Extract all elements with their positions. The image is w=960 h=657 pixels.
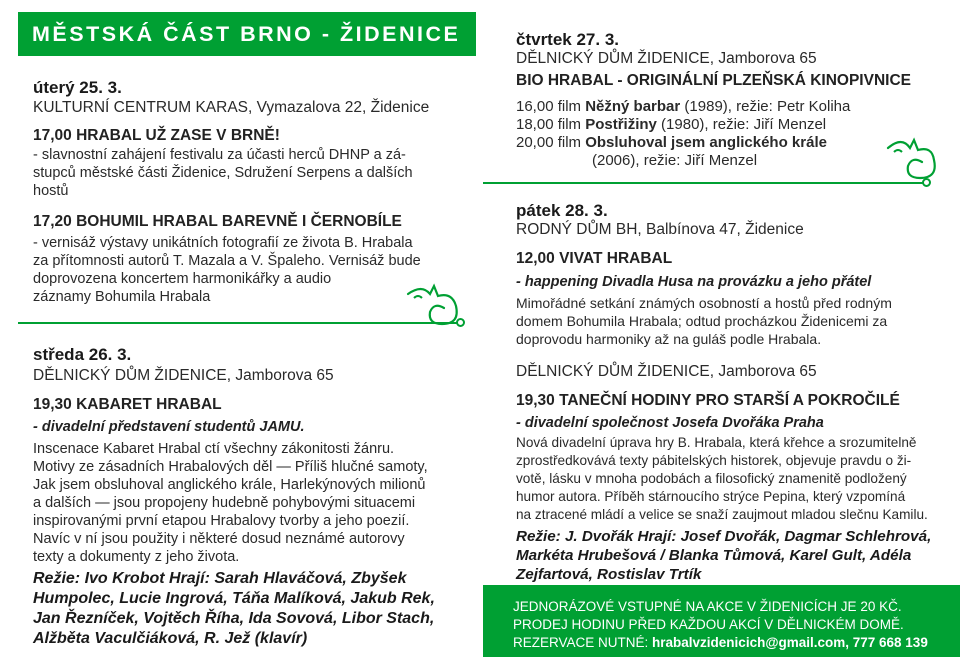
film-item: 20,00 film Obsluhoval jsem anglického krále — [516, 134, 827, 151]
venue-karas: KULTURNÍ CENTRUM KARAS, Vymazalova 22, Židenice — [33, 99, 430, 116]
footer-info-box — [483, 585, 960, 657]
event-title: 17,00 HRABAL UŽ ZASE V BRNĚ! — [33, 127, 280, 144]
event-desc: - vernisáž výstavy unikátních fotografií ze života B. Hrabala za přítomnosti autorů T. Mazala a V. Špaleho. Vernisáž bude doprovozena koncertem harmonikářky a audio záznamy Bohumila Hrabala — [33, 235, 421, 305]
event-title: 17,20 BOHUMIL HRABAL BAREVNĚ I ČERNOBÍLE — [33, 213, 402, 230]
venue-delnicky-dum: DĚLNICKÝ DŮM ŽIDENICE, Jamborova 65 — [33, 367, 334, 384]
event-desc: Mimořádné setkání známých osobností a hostů před rodným domem Bohumila Hrabala; odtud procházkou Židenicemi za doprovodu harmoniky až na guláš podle Hrabala. — [516, 295, 892, 347]
footer-line: JEDNORÁZOVÉ VSTUPNÉ NA AKCE V ŽIDENICÍCH JE 20 KČ. — [513, 599, 902, 614]
day-friday: pátek 28. 3. — [516, 201, 608, 220]
film-item: 18,00 film Postřižiny (1980), režie: Jiří Menzel — [516, 116, 827, 133]
event-title: 19,30 KABARET HRABAL — [33, 396, 222, 413]
event-title: 19,30 TANEČNÍ HODINY PRO STARŠÍ A POKROČILÉ — [516, 392, 900, 409]
divider-dot — [456, 318, 465, 327]
day-wednesday: středa 26. 3. — [33, 345, 132, 364]
footer-line: REZERVACE NUTNÉ: hrabalvzidenicich@gmail.com, 777 668 139 — [513, 635, 928, 650]
event-subtitle: - divadelní představení studentů JAMU. — [33, 419, 305, 435]
day-thursday: čtvrtek 27. 3. — [516, 30, 620, 49]
event-desc: Inscenace Kabaret Hrabal ctí všechny zákonitosti žánru. Motivy ze zásadních Hrabalových děl — Příliš hlučné samoty, Jak jsem obsluhoval anglického krále, Harlekýnových milionů a dalších — jsou propojeny hudebně pohybovými situacemi inspirovanými první etapou Hrabalovy tvorby a jeho poezií. Navíc v ní jsou použity i některé dosud neznámé autorovy texty a dokumenty z jeho života. — [33, 441, 428, 565]
divider — [18, 322, 460, 324]
event-headline: BIO HRABAL - ORIGINÁLNÍ PLZEŇSKÁ KINOPIVNICE — [516, 72, 911, 89]
day-tuesday: úterý 25. 3. — [33, 78, 122, 97]
divider — [483, 182, 925, 184]
reservation-contact[interactable]: hrabalvzidenicich@gmail.com, 777 668 139 — [652, 635, 928, 650]
venue-delnicky-dum: DĚLNICKÝ DŮM ŽIDENICE, Jamborova 65 — [516, 363, 817, 380]
footer-line: PRODEJ HODINU PŘED KAŽDOU AKCÍ V DĚLNICKÉM DOMĚ. — [513, 617, 904, 632]
event-credits: Režie: Ivo Krobot Hrají: Sarah Hlaváčová, Zbyšek Humpolec, Lucie Ingrová, Táňa Malíková, Jakub Rek, Jan Řezníček, Vojtěch Říha, Ida Sovová, Libor Stach, Alžběta Vaculčiáková, R. Jež (klavír) — [33, 570, 435, 647]
film-list: 16,00 film Něžný barbar (1989), režie: Petr Koliha 18,00 film Postřižiny (1980), režie: Jiří Menzel 20,00 film Obsluhoval jsem anglického krále (2006), režie: Jiří Menzel — [516, 98, 851, 169]
film-item: 16,00 film Něžný barbar (1989), režie: Petr Koliha — [516, 98, 851, 115]
event-title: 12,00 VIVAT HRABAL — [516, 250, 673, 267]
event-desc: Nová divadelní úprava hry B. Hrabala, která křehce a srozumitelně zprostředkovává texty pábitelských historek, objevuje pravdu o ži- votě, lásku v mnoha podobách a filosofický znamenitě podložený humor autora. Příběh stárnoucího strýce Pepina, který vzpomíná na ztracené mládí a velice se snaží zaujmout mladou slečnu Kamilu. — [516, 435, 928, 522]
event-subtitle: - happening Divadla Husa na provázku a jeho přátel — [516, 274, 872, 290]
event-subtitle: - divadelní společnost Josefa Dvořáka Praha — [516, 415, 824, 431]
cat-doodle-icon — [882, 132, 944, 186]
page-banner: MĚSTSKÁ ČÁST BRNO - ŽIDENICE — [18, 12, 476, 56]
venue-rodny-dum: RODNÝ DŮM BH, Balbínova 47, Židenice — [516, 221, 804, 238]
divider-dot — [922, 178, 931, 187]
event-credits: Režie: J. Dvořák Hrají: Josef Dvořák, Dagmar Schlehrová, Markéta Hrubešová / Blanka Tůmová, Karel Gult, Adéla Zejfartová, Rostislav Trtík — [516, 528, 932, 583]
venue-delnicky-dum: DĚLNICKÝ DŮM ŽIDENICE, Jamborova 65 — [516, 50, 817, 67]
event-desc: - slavnostní zahájení festivalu za účasti herců DHNP a zá- stupců městské části Židenice, Sdružení Serpens a dalších hostů — [33, 147, 413, 199]
